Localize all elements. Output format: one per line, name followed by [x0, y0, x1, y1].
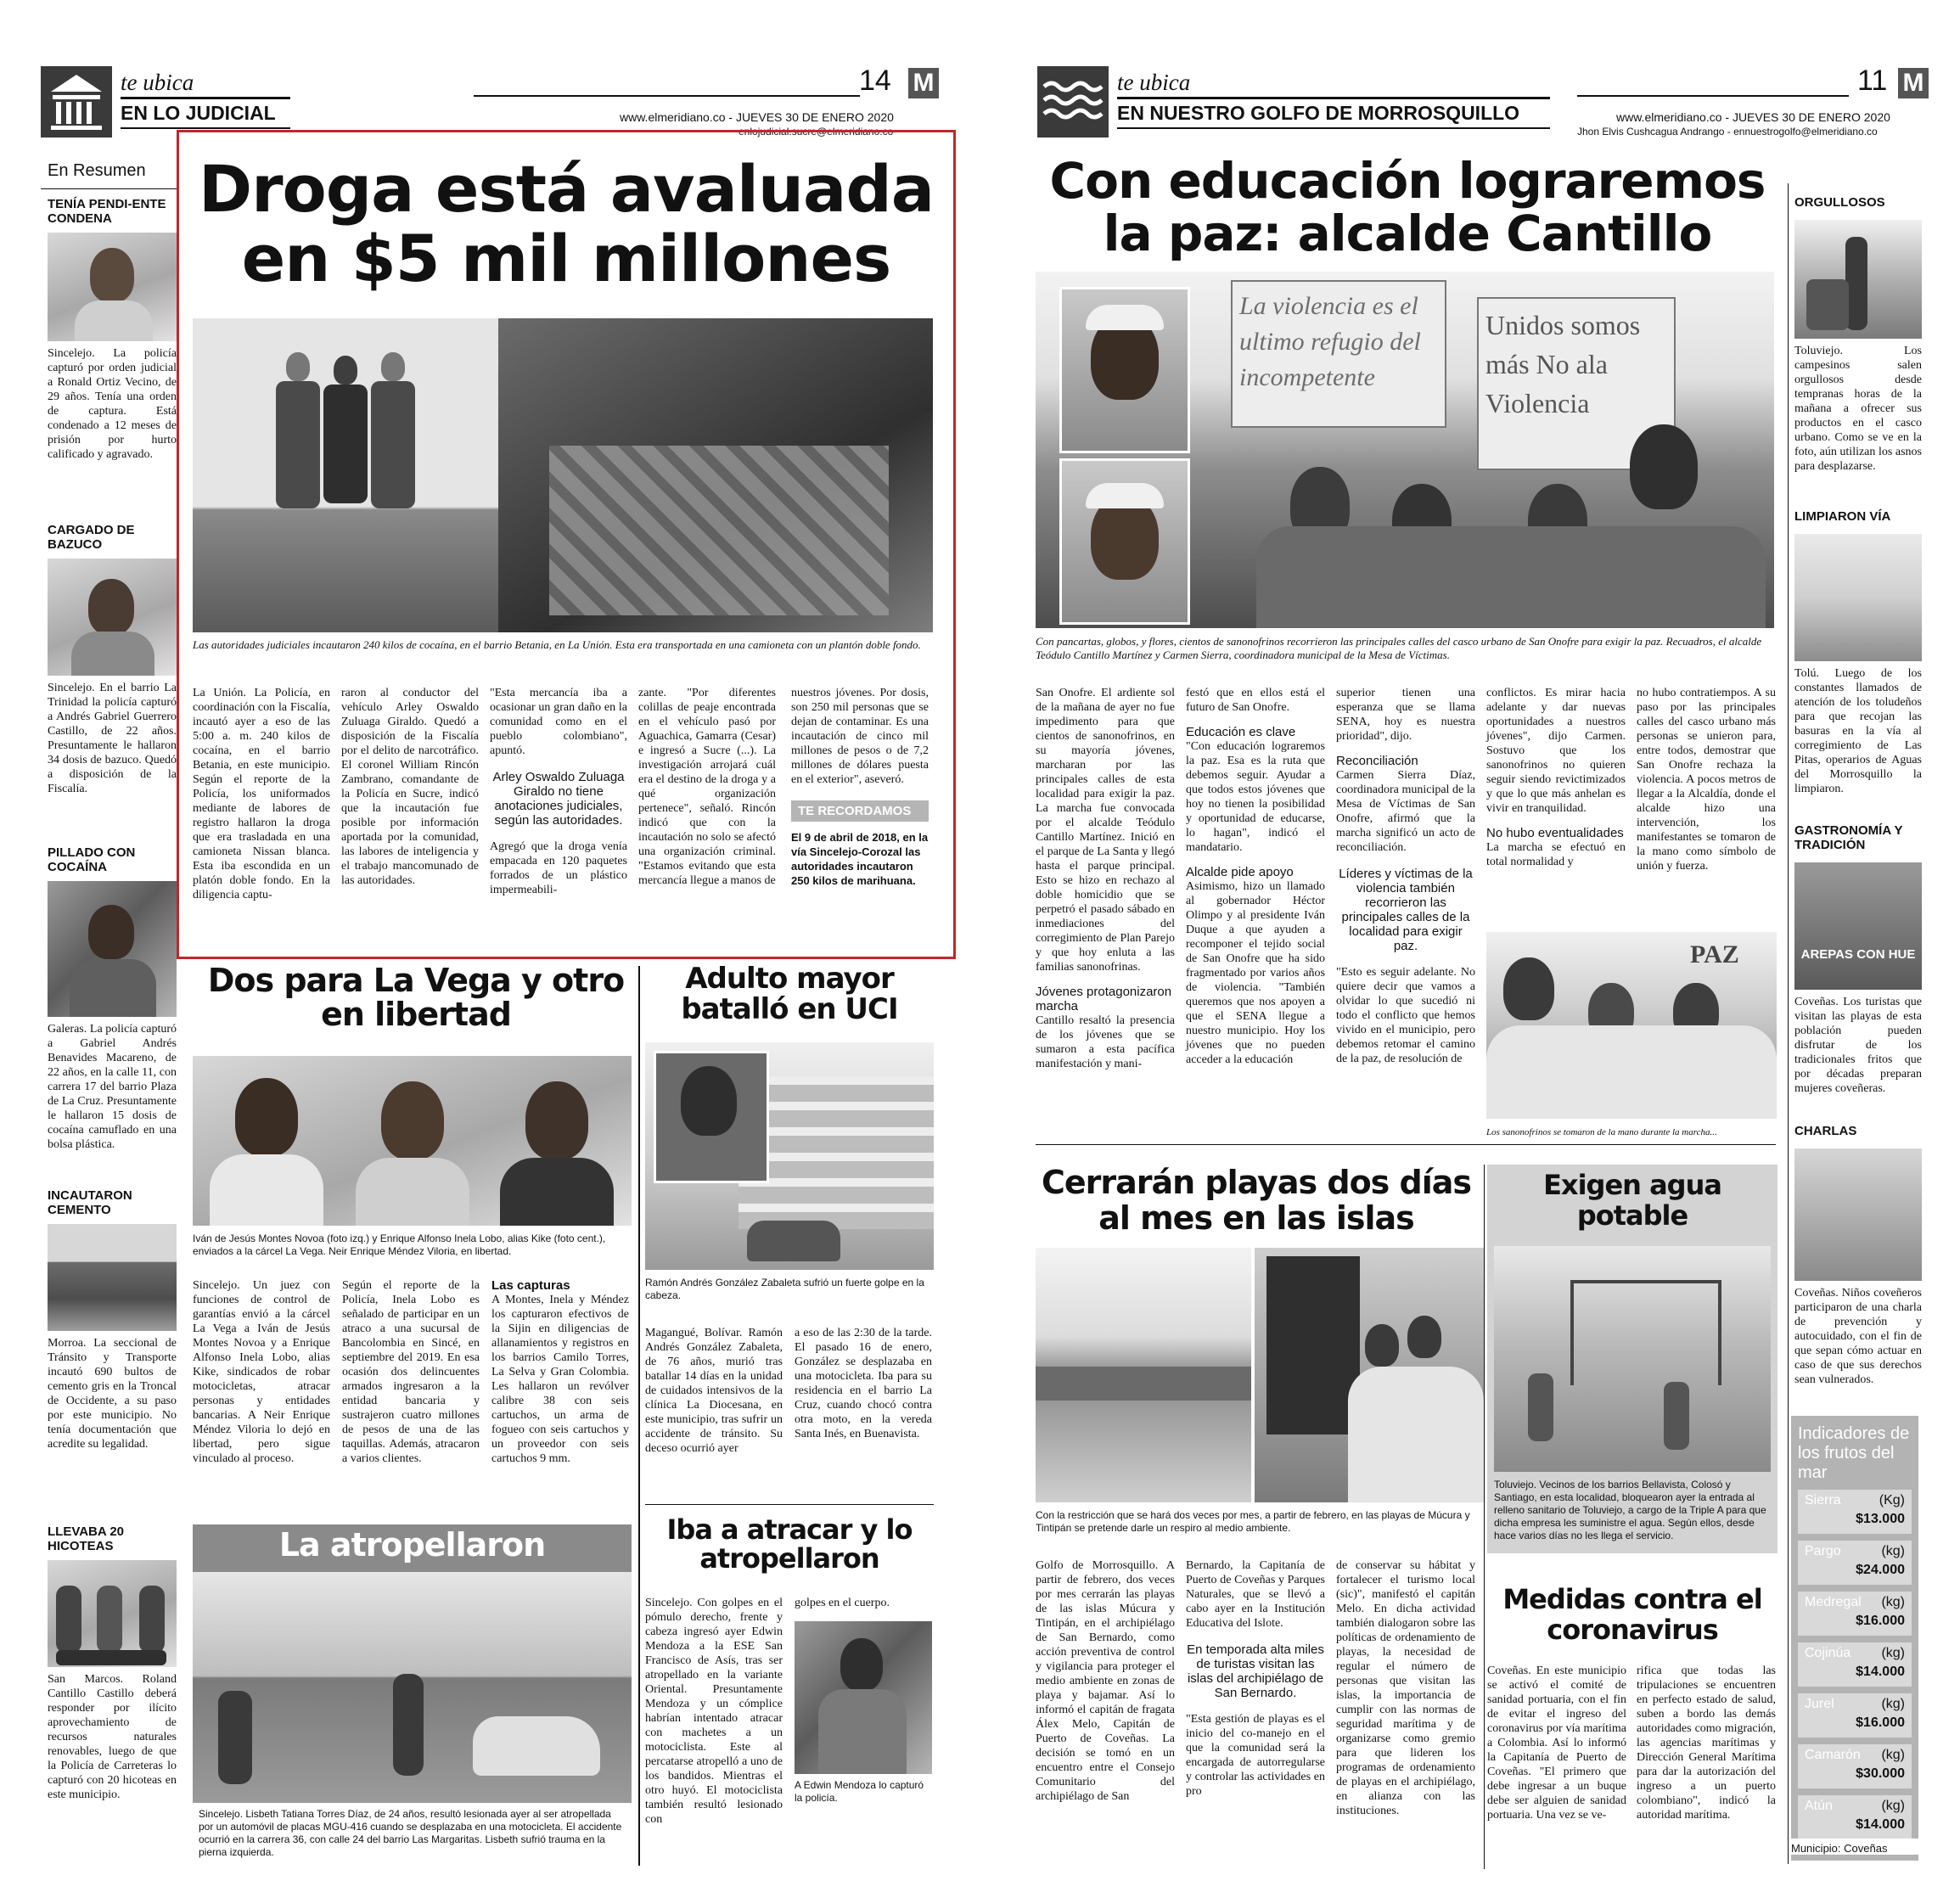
agua-caption: Toluviejo. Vecinos de los barrios Bellavista, Colosó y Santiago, en esta localidad, bloquearon ayer la entrada al relleno sanitario de Toluviejo, a cargo de la Triple A para que dicha empresa les suministre el agua. Según ellos, desde hace varios días no les llega el servicio.	[1494, 1479, 1766, 1541]
hospital-photo	[645, 1042, 934, 1270]
cement-truck-photo	[48, 1224, 177, 1331]
indicator-row	[1798, 1592, 1912, 1636]
vega-caption: Iván de Jesús Montes Novoa (foto izq.) y Enrique Alfonso Inela Lobo, alias Kike (foto cent.), enviados a la cárcel La Vega. Neir Enrique Méndez Viloria, en libertad.	[193, 1232, 606, 1257]
indicator-name: Medregal	[1805, 1595, 1862, 1609]
indicator-price: $14.000	[1856, 1665, 1905, 1679]
site-date: www.elmeridiano.co - JUEVES 30 DE ENERO 2020	[620, 110, 894, 124]
hicoteas-photo	[48, 1560, 177, 1667]
indicator-unit: (Kg)	[1879, 1493, 1905, 1507]
agua-headline: Exigen agua potable	[1543, 1169, 1721, 1232]
indicator-row	[1798, 1744, 1912, 1788]
victims-coordinator-inset-photo	[1059, 458, 1190, 625]
remember-text: El 9 de abril de 2018, en la vía Sincelejo-Corozal las autoridades incautaron 250 kilos de marihuana.	[791, 831, 929, 887]
brand-logo: M	[908, 68, 939, 98]
sidebar-title: GASTRONOMÍA Y TRADICIÓN	[1794, 823, 1903, 852]
adulto-col1: Magangué, Bolívar. Ramón Andrés González Zabaleta, de 76 años, murió tras batallar 14 días en la unidad de cuidados intensivos de la clínica La Diocesana, en este municipio, tras sufrir un accidente de tránsito. Su deceso ocurrió ayer	[645, 1327, 783, 1455]
brief-title: LLEVABA 20 HICOTEAS	[48, 1524, 125, 1553]
adulto-caption: Ramón Andrés González Zabaleta sufrió un fuerte golpe en la cabeza.	[645, 1277, 924, 1301]
main-headline: Con educación lograremos la paz: alcalde Cantillo	[1049, 152, 1766, 262]
sidebar-text: Coveñas. Los turistas que visitan las playas de esta población pueden disfrutar de los tradicionales fritos que por décadas preparan mujeres coveñeras.	[1794, 996, 1922, 1095]
main-subhead-jovenes: Jóvenes protagonizaron marcha	[1036, 985, 1172, 1013]
waves-icon	[1037, 66, 1109, 138]
page-number: 11	[1857, 65, 1888, 97]
mugshot-photo	[48, 559, 177, 676]
paz-sign: PAZ	[1690, 940, 1739, 968]
suspects-photo	[193, 318, 498, 632]
suspect-hospital-photo	[795, 1621, 932, 1774]
brief-text: Galeras. La policía capturó a Gabriel Andrés Benavides Macareno, de 22 años, en la calle 11, con carrera 17 del barrio Plaza de La Cruz. Presuntamente le hallaron 15 dosis de cocaína camuflado en una bolsa plástica.	[48, 1023, 177, 1151]
community-meeting-photo	[1255, 1248, 1484, 1502]
main-pull-quote: Líderes y víctimas de la violencia también recorrieron las principales calles de la localidad para exigir paz.	[1339, 867, 1473, 953]
coronavirus-headline: Medidas contra el coronavirus	[1502, 1583, 1762, 1646]
atropellaron-caption: Sincelejo. Lisbeth Tatiana Torres Díaz, de 24 años, resultó lesionada ayer al ser atropellada por un automóvil de placas MGU-416 cuando se desplazaba en una motocicleta. El accidente ocurrió en la carrera 36, con calle 24 del barrio Las Margaritas. Lisbeth sufrió trauma en la pierna izquierda.	[199, 1808, 622, 1858]
march-sign-unidos: Unidos somos más No ala Violencia	[1485, 310, 1641, 418]
main-col3b: Agregó que la droga venía empacada en 120 paquetes forrados de un plástico impermeabili-	[490, 840, 627, 896]
main-headline: Droga está avaluada en $5 mil millones	[198, 151, 935, 296]
march-sign-violencia: La violencia es el ultimo refugio del incompetente	[1239, 292, 1421, 391]
main-pull-quote: Arley Oswaldo Zuluaga Giraldo no tiene anotaciones judiciales, según las autoridades.	[492, 770, 625, 828]
main-col1: San Onofre. El ardiente sol de la mañana de ayer no fue impedimento para que cientos de sanonofrinos, en su mayoría jóvenes, marcharan por las principales calles de esta localidad para exigir la paz. La marcha fue convocada por el alcalde Teódulo Cantillo Martínez. Inició en el parque de La Santa y llegó hasta el parque principal. Esto se hizo en rechazo al doble homicidio que se perpetró el pasado sábado en inmediaciones del corregimiento de Plan Parejo y que hoy enluta a las familias sanonofrinas.	[1036, 687, 1175, 974]
indicator-price: $16.000	[1856, 1614, 1905, 1628]
indicator-price: $13.000	[1856, 1512, 1905, 1526]
sidebar-title: CHARLAS	[1794, 1124, 1857, 1138]
indicators-footer: Municipio: Coveñas	[1791, 1839, 1918, 1855]
farmers-photo	[1794, 220, 1922, 339]
indicator-price: $30.000	[1856, 1766, 1905, 1781]
atropellaron-headline: La atropellaron	[278, 1526, 546, 1564]
sidebar-text: Toluviejo. Los campesinos salen orgullosos desde tempranas horas de la mañana a ofrecer sus productos en el casco urbano. Como se ve en la foto, aún utilizan los asnos para desplazarse.	[1794, 345, 1922, 473]
playas-col1: Golfo de Morrosquillo. A partir de febrero, dos veces por mes cerrarán las playas de las islas Múcura y Tintipán, en el archipiélago de San Bernardo, como acción preventiva de control y vigilancia para proteger el medio ambiente en zonas de playa y bajamar. Así lo informó el capitán de fragata Álex Melo, Capitán de Puerto de Coveñas. La decisión se tomó en un encuentro entre el Consejo Comunitario del archipiélago de San	[1036, 1559, 1175, 1803]
brief-text: Morroa. La seccional de Tránsito y Transporte incautó 690 bultos de cemento gris en la Troncal de Occidente, a su paso por este municipio. No tenía documentación que acredite su legalidad.	[48, 1337, 177, 1451]
indicator-unit: (kg)	[1881, 1646, 1905, 1660]
atracar-col2: golpes en el cuerpo.	[795, 1597, 890, 1609]
sidebar-title: LIMPIARON VÍA	[1794, 509, 1891, 524]
indicator-price: $14.000	[1856, 1817, 1905, 1832]
beach-photo	[1036, 1248, 1251, 1502]
section-tag: te ubica	[121, 70, 194, 95]
fritos-stand-photo	[1794, 862, 1922, 990]
indicator-unit: (kg)	[1881, 1799, 1905, 1813]
sidebar-text: Coveñas. Niños coveñeros participaron de una charla de prevención y autocuidado, con el fin de que sepan cómo actuar en caso de que sus derechos sean vulnerados.	[1794, 1287, 1922, 1386]
byline: Jhon Elvis Cushcagua Andrango - ennuestrogolfo@elmeridiano.co	[1577, 126, 1878, 138]
main-col5: nuestros jóvenes. Por dosis, son 250 mil personas que se dejan de contaminar. Es una incautación de cinco mil millones de pesos o de 7,2 millones de dólares puesta en el exterior", aseveró.	[791, 687, 929, 786]
main-col3b: Carmen Sierra Díaz, coordinadora municipal de la Mesa de Víctimas de San Onofre, afirmó que la marcha significó un acto de reconciliación.	[1336, 769, 1475, 854]
accident-scene-photo	[193, 1572, 632, 1803]
playas-col2a: Bernardo, la Capitanía de Puerto de Coveñas y Parques Naturales, que se llevó a cabo ayer en la Institución Educativa del Islote.	[1186, 1559, 1325, 1630]
sidebar-title: ORGULLOSOS	[1794, 195, 1885, 210]
coronavirus-col1: Coveñas. En este municipio se activó el comité de sanidad portuaria, con el fin de evitar el ingreso del coronavirus por vía marítima a Colombia. Así lo informó la Capitanía de Puerto de Coveñas. "El primero que debe ingresar a un buque debe ser alguien de sanidad portuaria. Una vez se ve-	[1487, 1665, 1626, 1822]
courthouse-icon	[41, 66, 112, 138]
page-number: 14	[859, 65, 891, 97]
indicator-name: Camarón	[1805, 1748, 1861, 1762]
vega-col2: Según el reporte de la Policía, Inela Lobo es señalado de participar en un atraco a una sucursal de Bancolombia en Sincé, en septiembre del 2019. En esa ocasión dos delincuentes armados ingresaron a la entidad bancaria y sustrajeron cuatro millones de pesos de una de las taquillas. Además, atracaron a varios clientes.	[342, 1279, 480, 1465]
brief-text: San Marcos. Roland Cantillo Castillo deberá responder por ilícito aprovechamiento de recursos naturales renovables, luego de que la Policía de Carreteras lo capturó con 20 hicoteas en este municipio.	[48, 1673, 177, 1801]
indicator-unit: (kg)	[1881, 1697, 1905, 1711]
main-col1: La Unión. La Policía, en coordinación con la Fiscalía, incautó ayer a eso de las 5:00 a. m. 240 kilos de cocaína, en el barrio Betania, en este municipio. Según el reporte de la Policía, los uniformados mediante de labores de registro hallaron la droga que era trasladada en una camioneta Nissan blanca. Esta iba escondida en un platón doble fondo. En la diligencia captu-	[193, 687, 330, 901]
playas-caption: Con la restricción que se hará dos veces por mes, a partir de febrero, en las playas de Múcura y Tintipán se pretende darle un respiro al medio ambiente.	[1036, 1509, 1470, 1534]
section-tag: te ubica	[1117, 70, 1191, 95]
playas-col2b: "Esta gestión de playas es el inicio del co-manejo en el que la comunidad será la encargada de autorregularse y controlar las actividades en pro	[1186, 1713, 1325, 1798]
main-col4: zante. "Por diferentes colillas de peaje encontrada en el vehículo pasó por Aguachica, Gamarra (Cesar) e ingresó a Sucre (...). La investigación arrojará cuál era el destino de la droga y a qué organización pertenece", señaló. Rincón indicó que con la incautación no solo se afectó una organización criminal. "Estamos evitando que esta mercancía llegue a manos de	[638, 687, 776, 887]
main-subhead-eventualidades: No hubo eventualidades	[1486, 826, 1624, 840]
brief-title: PILLADO CON COCAÍNA	[48, 845, 136, 874]
main-col2a: festó que en ellos está el futuro de San Onofre.	[1186, 687, 1325, 714]
indicator-row	[1798, 1541, 1912, 1585]
indicator-price: $24.000	[1856, 1563, 1905, 1577]
main-col3a: superior tienen una esperanza que se llama SENA, hoy es nuestra prioridad", dijo.	[1336, 687, 1475, 743]
playas-col3: de conservar su hábitat y fortalecer el turismo local (sic)", manifestó el capitán Melo. En dicha actividad también dialogaron sobre las políticas de ordenamiento de playas, la necesidad de regular el número de personas que visitan las islas, la importancia de cumplir con las normas de seguridad marítima y de organizarse como gremio para que lideren los programas de ordenamiento de playas en el archipiélago, en alianza con las instituciones.	[1336, 1559, 1475, 1817]
indicator-list	[1791, 1490, 1918, 1839]
main-caption: Las autoridades judiciales incautaron 240 kilos de cocaína, en el barrio Betania, en La Unión. Esta era transportada en una camioneta con un plantón doble fondo.	[193, 638, 921, 651]
summary-title: En Resumen	[48, 161, 146, 180]
main-col3c: "Esto es seguir adelante. No quiere decir que vamos a olvidar lo que sucedió ni todo el conflicto que hemos vivido en el municipio, pero debemos retomar el camino de la paz, de resolución de	[1336, 966, 1475, 1065]
vega-headline: Dos para La Vega y otro en libertad	[207, 962, 625, 1033]
main-col5: no hubo contratiempos. A su paso por las principales calles del casco urbano más personas se unieron para, entre todos, demostrar que San Onofre rechaza la violencia. A pocos metros de llegar a la Alcaldía, donde el alcalde hizo una intervención, los manifestantes se tomaron de la mano como símbolo de unión y fuerza.	[1637, 687, 1776, 873]
playas-headline: Cerrarán playas dos días al mes en las islas	[1041, 1164, 1472, 1237]
brief-text: Sincelejo. En el barrio La Trinidad la policía capturó a Andrés Gabriel Guerrero Castillo, de 22 años. Presuntamente le hallaron 34 dosis de bazuco. Quedó a disposición de la Fiscalía.	[48, 682, 177, 795]
atracar-headline: Iba a atracar y lo atropellaron	[666, 1513, 913, 1575]
indicator-row	[1798, 1642, 1912, 1687]
main-col2b: "Con educación lograremos la paz. Esa es la ruta que debemos seguir. Ayudar a que todos estos jóvenes que hoy no tienen la posibilidad y oportunidad de educarse, lo hagan", indicó el mandatario.	[1186, 740, 1325, 854]
vega-subhead: Las capturas	[491, 1278, 570, 1293]
atracar-col1: Sincelejo. Con golpes en el pómulo derecho, frente y cabeza ingresó ayer Edwin Mendoza a la ESE San Francisco de Asís, tras ser atropellado en la variante Oriental. Presuntamente Mendoza y un cómplice habrían intentado atracar con machetes a un motociclista. Este al percatarse atropelló a uno de los bandidos. Mientras el otro huyó. El motociclista también resultó lesionado con	[645, 1597, 783, 1826]
indicator-name: Sierra	[1805, 1493, 1841, 1507]
vega-col1: Sincelejo. Un juez con funciones de control de garantías envió a la cárcel La Vega a Iván de Jesús Montes Novoa y a Enrique Alfonso Inela Lobo, alias Kike, sindicados de robar motocicletas, atracar personas y entidades bancarias. A Neir Enrique Méndez Viloria lo dejó en libertad, pero sigue vinculado al proceso.	[193, 1279, 330, 1465]
main-subhead-apoyo: Alcalde pide apoyo	[1186, 865, 1294, 879]
indicator-unit: (kg)	[1881, 1544, 1905, 1558]
brief-title: INCAUTARON CEMENTO	[48, 1188, 132, 1217]
mugshot-photo	[48, 233, 177, 341]
atracar-caption: A Edwin Mendoza lo capturó la policía.	[795, 1779, 924, 1804]
adulto-headline: Adulto mayor batalló en UCI	[681, 962, 898, 1026]
indicator-price: $16.000	[1856, 1715, 1905, 1730]
brief-title: CARGADO DE BAZUCO	[48, 523, 135, 552]
road-cleanup-photo	[1794, 534, 1922, 661]
coronavirus-col2: rifica que todas las tripulaciones se encuentren en perfecto estado de salud, suben a bordo las demás autoridades como migración, las agencias marítimas y Dirección General Marítima para dar la autorización del ingreso a un puerto colombiano", indicó la autoridad marítima.	[1637, 1665, 1776, 1822]
main-col4b: La marcha se efectuó en total normalidad y	[1486, 841, 1626, 868]
vega-col3: A Montes, Inela y Méndez los capturaron efectivos de la Sijin en diligencias de allanamientos y registros en los barrios Camilo Torres, La Selva y Gran Colombia. Les hallaron un revólver calibre 38 con seis cartuchos, un arma de fogueo con seis cartuchos y un proveedor con seis cartuchos 9 mm.	[491, 1294, 629, 1465]
brief-title: TENÍA PENDI-ENTE CONDENA	[48, 197, 166, 226]
march-caption: Con pancartas, globos, y flores, cientos de sanonofrinos recorrieron las principales calles del casco urbano de San Onofre para exigir la paz. Recuadros, el alcalde Teódulo Cantillo Martínez y Carmen Sierra, coordinadora municipal de la Mesa de Víctimas.	[1036, 635, 1762, 661]
landfill-photo	[1494, 1246, 1771, 1472]
brief-text: Sincelejo. La policía capturó por orden judicial a Ronald Ortiz Vecino, de 29 años. Tenía una orden de captura. Está condenado a 12 meses de prisión por hurto calificado y agravado.	[48, 347, 177, 461]
section-email: enlojudicial.sucre@elmeridiano.co	[739, 126, 894, 138]
indicators-title: Indicadores de los frutos del mar	[1798, 1424, 1910, 1482]
indicator-name: Pargo	[1805, 1544, 1841, 1558]
indicator-name: Jurel	[1805, 1697, 1834, 1711]
main-col2: raron al conductor del vehículo Arley Oswaldo Zuluaga Giraldo. Quedó a disposición de la Fiscalía por el delito de narcotráfico. El coronel William Rincón Zambrano, comandante de la Policía en Sucre, indicó que la incautación fue posible por información aportada por la comunidad, las labores de inteligencia y el trabajo mancomunado de las autoridades.	[341, 687, 479, 887]
brand-logo: M	[1898, 68, 1929, 98]
indicator-name: Atún	[1805, 1799, 1833, 1813]
indicator-row	[1798, 1490, 1912, 1534]
adulto-col2: a eso de las 2:30 de la tarde. El pasado 16 de enero, González se desplazaba en una motocicleta. Iba para su residencia en el barrio La Cruz, cuando chocó contra otra moto, en la vereda Santa Inés, en Buenavista.	[795, 1327, 932, 1440]
indicator-unit: (kg)	[1881, 1595, 1905, 1609]
indicator-row	[1798, 1795, 1912, 1839]
drug-packages-photo	[498, 318, 933, 632]
section-name: EN NUESTRO GOLFO DE MORROSQUILLO	[1117, 102, 1520, 124]
main-col1b: Cantillo resaltó la presencia de los jóvenes que se sumaron a esta pacífica manifestación y mani-	[1036, 1014, 1175, 1070]
main-subhead-reconciliacion: Reconciliación	[1336, 754, 1418, 768]
mugshot-photo	[48, 881, 177, 1017]
indicator-name: Cojinúa	[1805, 1646, 1851, 1660]
main-col3a: "Esta mercancía iba a ocasionar un gran daño en la comunidad como en el pueblo colombiano", apuntó.	[490, 687, 627, 757]
sidebar-text: Tolú. Luego de los constantes llamados de atención de los toludeños para que recojan las basuras en la vía al corregimiento de Las Pitas, operarios de Aguas del Morrosquillo la limpiaron.	[1794, 667, 1922, 795]
indicator-row	[1798, 1693, 1912, 1738]
main-col4a: conflictos. Es mirar hacia adelante y dar nuevas oportunidades a nuestros jóvenes", dijo Carmen. Sostuvo que los sanonofrinos no quieren seguir siendo revictimizados y que lo que más anhelan es vivir en tranquilidad.	[1486, 687, 1626, 815]
indicators-panel	[1791, 1416, 1918, 1861]
main-col2c: Asimismo, hizo un llamado al gobernador Héctor Olimpo y al presidente Iván Duque a que ayuden a recomponer el tejido social de San Onofre que ha sido fragmentado por varios años de violencia. "También queremos que nos apoyen a que el SENA llegue a nuestro municipio. Hoy los jóvenes que no pueden acceder a la educación	[1186, 880, 1325, 1066]
mayor-inset-photo	[1059, 287, 1190, 453]
main-subhead-educacion: Educación es clave	[1186, 725, 1296, 739]
vega-mugshots-photo	[193, 1056, 632, 1226]
playas-pull-quote: En temporada alta miles de turistas visitan las islas del archipiélago de San Bernardo.	[1187, 1642, 1324, 1700]
children-talk-photo	[1794, 1148, 1922, 1281]
holding-hands-photo	[1486, 932, 1777, 1119]
indicator-unit: (kg)	[1881, 1748, 1905, 1762]
holding-hands-caption: Los sanonofrinos se tomaron de la mano durante la marcha...	[1486, 1127, 1717, 1137]
section-name: EN LO JUDICIAL	[121, 102, 276, 124]
site-date: www.elmeridiano.co - JUEVES 30 DE ENERO 2020	[1616, 110, 1890, 124]
remember-label: TE RECORDAMOS	[791, 800, 929, 822]
arepas-sign: AREPAS CON HUE	[1800, 947, 1916, 962]
